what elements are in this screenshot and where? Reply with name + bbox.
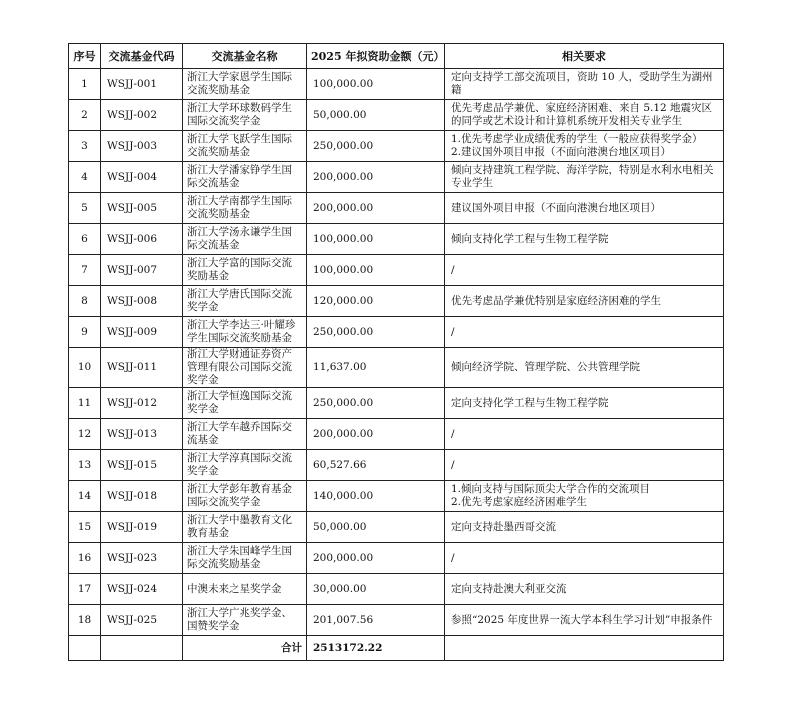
cell-index: 18 [69, 605, 101, 636]
cell-fund-code: WSJJ-023 [101, 543, 183, 574]
table-row [69, 574, 724, 605]
cell-fund-name: 浙江大学家恩学生国际交流奖励基金 [183, 69, 307, 100]
cell-amount: 50,000.00 [307, 100, 445, 131]
cell-requirements: / [445, 317, 724, 348]
cell-fund-name: 浙江大学广兆奖学金、国赞奖学金 [183, 605, 307, 636]
cell-amount: 60,527.66 [307, 450, 445, 481]
table-row [69, 419, 724, 450]
table-row [69, 317, 724, 348]
cell-requirements: 定向支持赴澳大利亚交流 [445, 574, 724, 605]
table-row [69, 481, 724, 512]
cell-requirements: 定向支持学工部交流项目，资助 10 人，受助学生为湖州籍 [445, 69, 724, 100]
cell-index: 2 [69, 100, 101, 131]
cell-amount: 100,000.00 [307, 255, 445, 286]
cell-fund-name: 浙江大学车越乔国际交流基金 [183, 419, 307, 450]
cell-fund-name: 浙江大学李达三·叶耀珍学生国际交流奖励基金 [183, 317, 307, 348]
cell-index: 14 [69, 481, 101, 512]
cell-amount: 50,000.00 [307, 512, 445, 543]
cell-amount: 200,000.00 [307, 193, 445, 224]
cell-fund-code: WSJJ-004 [101, 162, 183, 193]
table-row [69, 131, 724, 162]
cell-fund-code: WSJJ-025 [101, 605, 183, 636]
cell-index: 13 [69, 450, 101, 481]
funding-table [68, 43, 724, 661]
table-row [69, 512, 724, 543]
cell-amount: 140,000.00 [307, 481, 445, 512]
cell-index: 15 [69, 512, 101, 543]
table-row [69, 388, 724, 419]
cell-index: 11 [69, 388, 101, 419]
cell-requirements: 1.倾向支持与国际顶尖大学合作的交流项目 2.优先考虑家庭经济困难学生 [445, 481, 724, 512]
table-row [69, 543, 724, 574]
cell-index: 5 [69, 193, 101, 224]
cell-requirements: / [445, 255, 724, 286]
cell-requirements: 优先考虑品学兼优特别是家庭经济困难的学生 [445, 286, 724, 317]
total-amount: 2513172.22 [307, 636, 445, 661]
cell-index: 8 [69, 286, 101, 317]
cell-fund-name: 浙江大学唐氏国际交流奖学金 [183, 286, 307, 317]
cell-fund-code: WSJJ-018 [101, 481, 183, 512]
cell-requirements: 倾向支持建筑工程学院、海洋学院，特别是水利水电相关专业学生 [445, 162, 724, 193]
cell-index: 9 [69, 317, 101, 348]
cell-fund-code: WSJJ-013 [101, 419, 183, 450]
cell-requirements: 倾向支持化学工程与生物工程学院 [445, 224, 724, 255]
cell-fund-code: WSJJ-024 [101, 574, 183, 605]
cell-index: 3 [69, 131, 101, 162]
total-empty-cell [445, 636, 724, 661]
cell-amount: 250,000.00 [307, 317, 445, 348]
cell-fund-code: WSJJ-002 [101, 100, 183, 131]
cell-amount: 200,000.00 [307, 162, 445, 193]
cell-fund-name: 浙江大学淳真国际交流奖学金 [183, 450, 307, 481]
total-empty-cell [69, 636, 101, 661]
table-row [69, 348, 724, 388]
cell-amount: 120,000.00 [307, 286, 445, 317]
cell-index: 10 [69, 348, 101, 388]
cell-index: 7 [69, 255, 101, 286]
cell-index: 1 [69, 69, 101, 100]
table-row [69, 450, 724, 481]
cell-amount: 250,000.00 [307, 388, 445, 419]
cell-fund-code: WSJJ-005 [101, 193, 183, 224]
cell-index: 12 [69, 419, 101, 450]
total-label: 合计 [183, 636, 307, 661]
cell-requirements: / [445, 419, 724, 450]
cell-amount: 30,000.00 [307, 574, 445, 605]
table-row [69, 605, 724, 636]
table-row [69, 255, 724, 286]
cell-amount: 200,000.00 [307, 543, 445, 574]
cell-fund-code: WSJJ-006 [101, 224, 183, 255]
cell-fund-code: WSJJ-003 [101, 131, 183, 162]
cell-requirements: 定向支持赴墨西哥交流 [445, 512, 724, 543]
cell-fund-name: 中澳未来之星奖学金 [183, 574, 307, 605]
total-empty-cell [101, 636, 183, 661]
header-fund-name: 交流基金名称 [183, 44, 307, 69]
header-amount: 2025 年拟资助金额（元） [307, 44, 445, 69]
cell-fund-name: 浙江大学财通证券资产管理有限公司国际交流奖学金 [183, 348, 307, 388]
cell-requirements: 参照“2025 年度世界一流大学本科生学习计划”申报条件 [445, 605, 724, 636]
header-fund-code: 交流基金代码 [101, 44, 183, 69]
cell-fund-name: 浙江大学潘家铮学生国际交流基金 [183, 162, 307, 193]
table-row [69, 69, 724, 100]
cell-requirements: 1.优先考虑学业成绩优秀的学生（一般应获得奖学金） 2.建议国外项目申报（不面向港澳台地区项目） [445, 131, 724, 162]
cell-fund-name: 浙江大学南都学生国际交流奖励基金 [183, 193, 307, 224]
cell-fund-name: 浙江大学汤永谦学生国际交流基金 [183, 224, 307, 255]
cell-fund-code: WSJJ-012 [101, 388, 183, 419]
cell-fund-name: 浙江大学飞跃学生国际交流奖励基金 [183, 131, 307, 162]
cell-requirements: 倾向经济学院、管理学院、公共管理学院 [445, 348, 724, 388]
table-header-row [69, 44, 724, 69]
cell-amount: 100,000.00 [307, 69, 445, 100]
cell-index: 4 [69, 162, 101, 193]
cell-fund-code: WSJJ-009 [101, 317, 183, 348]
cell-amount: 11,637.00 [307, 348, 445, 388]
cell-fund-code: WSJJ-019 [101, 512, 183, 543]
cell-index: 17 [69, 574, 101, 605]
cell-requirements: 定向支持化学工程与生物工程学院 [445, 388, 724, 419]
cell-fund-name: 浙江大学环球数码学生国际交流奖学金 [183, 100, 307, 131]
cell-fund-name: 浙江大学中墨教育文化教育基金 [183, 512, 307, 543]
cell-index: 6 [69, 224, 101, 255]
cell-fund-code: WSJJ-008 [101, 286, 183, 317]
cell-amount: 201,007.56 [307, 605, 445, 636]
cell-fund-code: WSJJ-001 [101, 69, 183, 100]
table-row [69, 100, 724, 131]
cell-index: 16 [69, 543, 101, 574]
cell-fund-name: 浙江大学恒逸国际交流奖学金 [183, 388, 307, 419]
header-requirements: 相关要求 [445, 44, 724, 69]
cell-amount: 200,000.00 [307, 419, 445, 450]
cell-requirements: / [445, 450, 724, 481]
table-body [69, 69, 724, 636]
table-row [69, 286, 724, 317]
cell-fund-name: 浙江大学朱国峰学生国际交流奖励基金 [183, 543, 307, 574]
cell-requirements: / [445, 543, 724, 574]
header-index: 序号 [69, 44, 101, 69]
cell-requirements: 建议国外项目申报（不面向港澳台地区项目） [445, 193, 724, 224]
cell-fund-code: WSJJ-015 [101, 450, 183, 481]
table-row [69, 193, 724, 224]
cell-fund-code: WSJJ-007 [101, 255, 183, 286]
cell-fund-code: WSJJ-011 [101, 348, 183, 388]
total-row [69, 636, 724, 661]
cell-fund-name: 浙江大学彭年教育基金国际交流奖学金 [183, 481, 307, 512]
cell-amount: 100,000.00 [307, 224, 445, 255]
table-row [69, 224, 724, 255]
table-row [69, 162, 724, 193]
cell-requirements: 优先考虑品学兼优、家庭经济困难、来自 5.12 地震灾区的同学或艺术设计和计算机系统开发相关专业学生 [445, 100, 724, 131]
cell-fund-name: 浙江大学富的国际交流奖励基金 [183, 255, 307, 286]
cell-amount: 250,000.00 [307, 131, 445, 162]
